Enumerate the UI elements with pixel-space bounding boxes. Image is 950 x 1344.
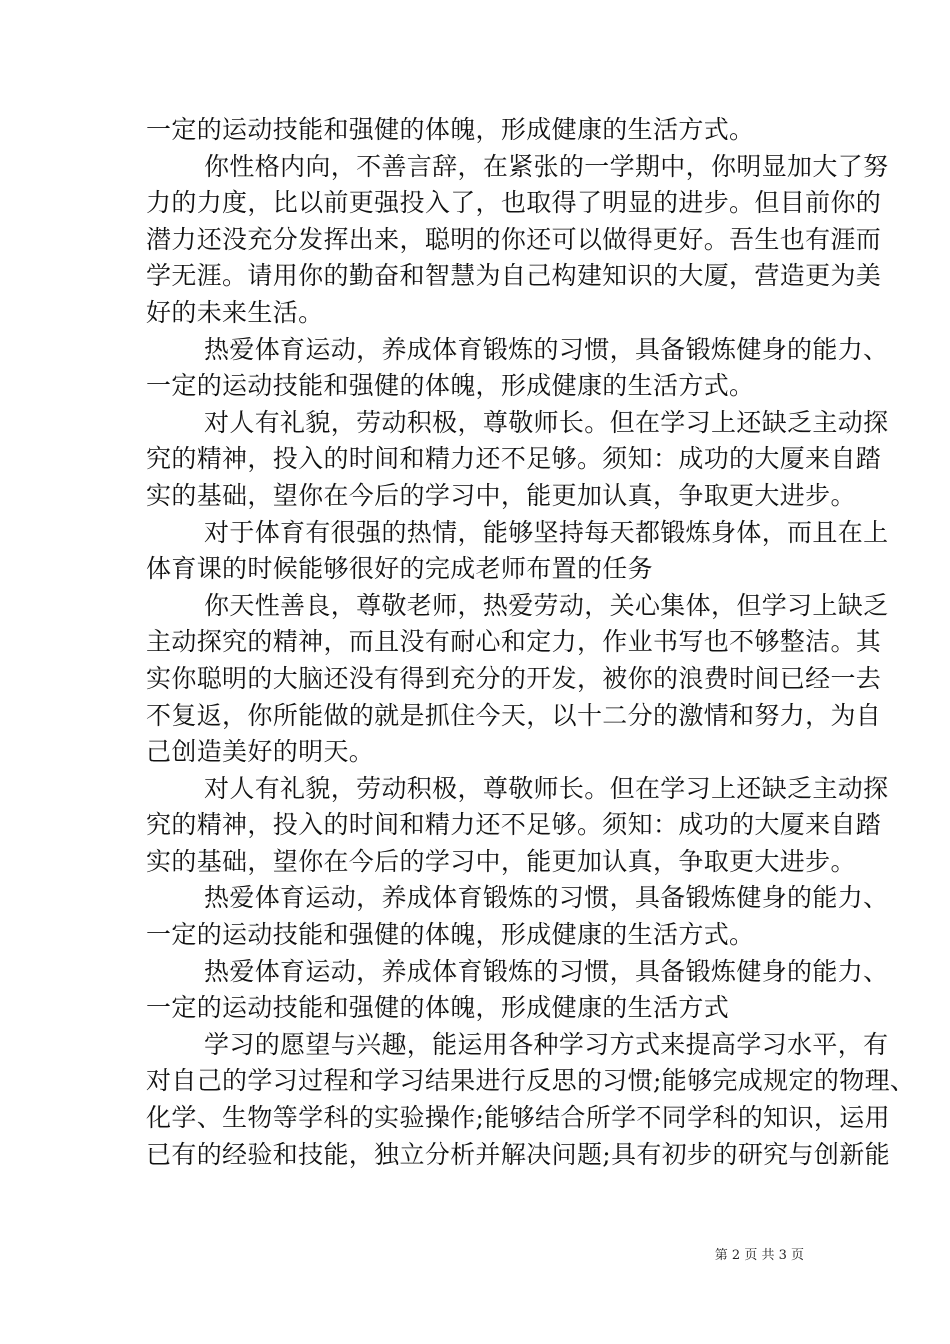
paragraph-line: 一定的运动技能和强健的体魄，形成健康的生活方式。 — [146, 371, 755, 401]
paragraph-line: 对自己的学习过程和学习结果进行反思的习惯;能够完成规定的物理、 — [146, 1066, 916, 1096]
paragraph — [146, 112, 826, 149]
page-number: 第 2 页 共 3 页 — [714, 1248, 804, 1263]
paragraph-line: 究的精神，投入的时间和精力还不足够。须知：成功的大厦来自踏 — [146, 444, 882, 474]
paragraph-line: 一定的运动技能和强健的体魄，形成健康的生活方式。 — [146, 115, 755, 144]
paragraph — [146, 588, 889, 771]
paragraph-line: 己创造美好的明天。 — [146, 737, 375, 767]
paragraph-line: 对人有礼貌，劳动积极，尊敬师长。但在学习上还缺乏主动探 — [204, 407, 889, 437]
paragraph-line: 实的基础，望你在今后的学习中，能更加认真，争取更大进步。 — [146, 846, 856, 876]
paragraph-line: 学无涯。请用你的勤奋和智慧为自己构建知识的大厦，营造更为美 — [146, 261, 882, 291]
paragraph-line: 实你聪明的大脑还没有得到充分的开发，被你的浪费时间已经一去 — [146, 663, 882, 693]
paragraph-line: 热爱体育运动，养成体育锻炼的习惯，具备锻炼健身的能力、 — [204, 956, 889, 986]
paragraph-line: 一定的运动技能和强健的体魄，形成健康的生活方式 — [146, 993, 730, 1023]
paragraph-line: 主动探究的精神，而且没有耐心和定力，作业书写也不够整洁。其 — [146, 627, 882, 657]
paragraph — [146, 405, 889, 515]
paragraph-line: 力的力度，比以前更强投入了，也取得了明显的进步。但目前你的 — [146, 188, 882, 218]
paragraph — [146, 149, 889, 332]
paragraph-line: 体育课的时候能够很好的完成老师布置的任务 — [146, 554, 654, 584]
paragraph-line: 热爱体育运动，养成体育锻炼的习惯，具备锻炼健身的能力、 — [204, 334, 889, 364]
paragraph-line: 不复返，你所能做的就是抓住今天，以十二分的激情和努力，为自 — [146, 700, 882, 730]
paragraph-line: 学习的愿望与兴趣，能运用各种学习方式来提高学习水平，有 — [204, 1029, 889, 1059]
paragraph — [146, 1027, 916, 1173]
paragraph-line: 化学、生物等学科的实验操作;能够结合所学不同学科的知识，运用 — [146, 1103, 890, 1133]
paragraph — [146, 515, 889, 588]
paragraph — [146, 880, 889, 953]
paragraph-line: 你天性善良，尊敬老师，热爱劳动，关心集体，但学习上缺乏 — [204, 590, 889, 620]
paragraph-line: 潜力还没充分发挥出来，聪明的你还可以做得更好。吾生也有涯而 — [146, 224, 882, 254]
paragraph-line: 对人有礼貌，劳动积极，尊敬师长。但在学习上还缺乏主动探 — [204, 773, 889, 803]
paragraph-line: 已有的经验和技能，独立分析并解决问题;具有初步的研究与创新能 — [146, 1139, 890, 1169]
paragraph — [146, 771, 889, 881]
paragraph — [146, 332, 889, 405]
paragraph-line: 实的基础，望你在今后的学习中，能更加认真，争取更大进步。 — [146, 480, 856, 510]
document-body — [146, 112, 916, 1173]
paragraph-line: 热爱体育运动，养成体育锻炼的习惯，具备锻炼健身的能力、 — [204, 883, 889, 913]
paragraph-line: 你性格内向，不善言辞，在紧张的一学期中，你明显加大了努 — [204, 151, 889, 181]
paragraph-line: 究的精神，投入的时间和精力还不足够。须知：成功的大厦来自踏 — [146, 810, 882, 840]
paragraph-line: 好的未来生活。 — [146, 297, 324, 327]
paragraph — [146, 954, 889, 1027]
paragraph-line: 一定的运动技能和强健的体魄，形成健康的生活方式。 — [146, 920, 755, 950]
paragraph-line: 对于体育有很强的热情，能够坚持每天都锻炼身体，而且在上 — [204, 517, 889, 547]
